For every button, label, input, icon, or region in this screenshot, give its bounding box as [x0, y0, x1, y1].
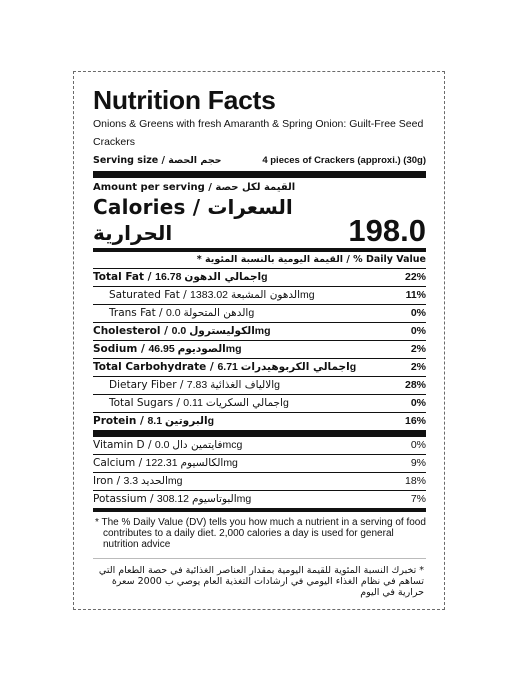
nutrient-amount: 1383.02mg	[190, 289, 315, 301]
mineral-pct: 18%	[404, 475, 426, 487]
mineral-pct: 0%	[410, 439, 426, 451]
nutrient-name: Trans Fat / الدهن المتحولة	[109, 307, 249, 319]
nutrient-name: Cholesterol / الكوليسترول	[93, 325, 255, 337]
nutrient-name: Protein / البروتين	[93, 415, 208, 427]
mineral-name: Iron / الحديد	[93, 475, 168, 487]
nutrient-name: Total Fat / اجمالي الدهون	[93, 271, 262, 283]
nutrient-amount: 0.11g	[183, 397, 289, 409]
daily-value-header: * القيمة اليومية بالنسبة المئوية / % Daily Value	[93, 252, 426, 269]
nutrient-name: Saturated Fat / الدهون المشبعة	[109, 289, 300, 301]
amount-per-serving: Amount per serving / القيمة لكل حصة	[93, 182, 296, 193]
mineral-pct: 7%	[410, 493, 426, 505]
nutrient-pct: 2%	[410, 343, 426, 355]
nutrient-pct: 0%	[410, 307, 426, 319]
nutrient-row-trans-fat	[93, 305, 426, 323]
mineral-amount: 3.3mg	[123, 475, 183, 487]
nutrient-amount: 0.0mg	[171, 325, 271, 337]
nutrient-name: Dietary Fiber / الالياف الغذائية	[109, 379, 275, 391]
nutrition-label	[93, 85, 426, 598]
serving-size-value: 4 pieces of Crackers (approxi.) (30g)	[262, 155, 426, 166]
nutrient-row-total-sugars	[93, 395, 426, 413]
calories-label: Calories / السعرات الحرارية	[93, 195, 293, 245]
nutrient-row-total-carbohydrate	[93, 359, 426, 377]
mineral-row-vitamin-d	[93, 437, 426, 455]
mineral-row-iron	[93, 473, 426, 491]
calories-value: 198.0	[348, 213, 426, 248]
nutrient-name: Total Sugars / اجمالي السكريات	[109, 397, 283, 409]
nutrient-amount: 7.83g	[186, 379, 280, 391]
label-title: Nutrition Facts	[93, 85, 276, 115]
nutrient-amount: 8.1g	[147, 415, 214, 427]
nutrient-pct: 2%	[410, 361, 426, 373]
nutrient-row-saturated-fat	[93, 287, 426, 305]
nutrient-pct: 22%	[404, 271, 426, 283]
nutrient-row-sodium	[93, 341, 426, 359]
divider-medium	[93, 508, 426, 512]
nutrient-pct: 16%	[404, 415, 426, 427]
product-name: Onions & Greens with fresh Amaranth & Spring Onion: Guilt-Free Seed Crackers	[93, 118, 424, 148]
divider-thick	[93, 171, 426, 178]
nutrient-name: Total Carbohydrate / اجمالي الكربوهيدرات	[93, 361, 350, 373]
mineral-name: Calcium / الكالسيوم	[93, 457, 224, 469]
mineral-amount: 308.12mg	[156, 493, 252, 505]
nutrient-row-total-fat	[93, 269, 426, 287]
footnote-arabic: * تخبرك النسبة المئوية للقيمة اليومية بمقدار العناصر الغذائية في حصة الطعام التي تساهم في نظام الغذاء اليومي في ارشادات التغذية العام يوصي ب 2000 سعرة حرارية في اليوم	[98, 565, 424, 598]
footnote-english: * The % Daily Value (DV) tells you how much a nutrient in a serving of food contributes to a daily diet. 2,000 calories a day is used for general nutrition advice	[95, 517, 426, 550]
mineral-amount: 0.0mcg	[154, 439, 243, 451]
nutrient-row-protein	[93, 413, 426, 430]
serving-size-label: Serving size / حجم الحصة	[93, 155, 222, 166]
nutrient-amount: 6.71g	[217, 361, 357, 373]
nutrient-pct: 28%	[404, 379, 426, 391]
serving-size-row	[93, 154, 426, 168]
footnote-divider	[93, 558, 426, 559]
mineral-amount: 122.31mg	[145, 457, 238, 469]
calories-row	[93, 194, 426, 246]
nutrient-row-cholesterol	[93, 323, 426, 341]
nutrient-pct: 0%	[410, 397, 426, 409]
nutrient-amount: 0.0g	[165, 307, 255, 319]
mineral-pct: 9%	[410, 457, 426, 469]
nutrient-amount: 46.95mg	[148, 343, 242, 355]
divider-thick	[93, 430, 426, 437]
nutrient-name: Sodium / الصوديوم	[93, 343, 226, 355]
nutrient-amount: 16.78g	[155, 271, 268, 283]
mineral-row-potassium	[93, 491, 426, 508]
mineral-row-calcium	[93, 455, 426, 473]
mineral-name: Vitamin D / فايتمين دال	[93, 439, 223, 451]
nutrient-pct: 11%	[405, 289, 426, 301]
nutrient-row-dietary-fiber	[93, 377, 426, 395]
nutrient-pct: 0%	[410, 325, 426, 337]
mineral-name: Potassium / البوتاسيوم	[93, 493, 237, 505]
